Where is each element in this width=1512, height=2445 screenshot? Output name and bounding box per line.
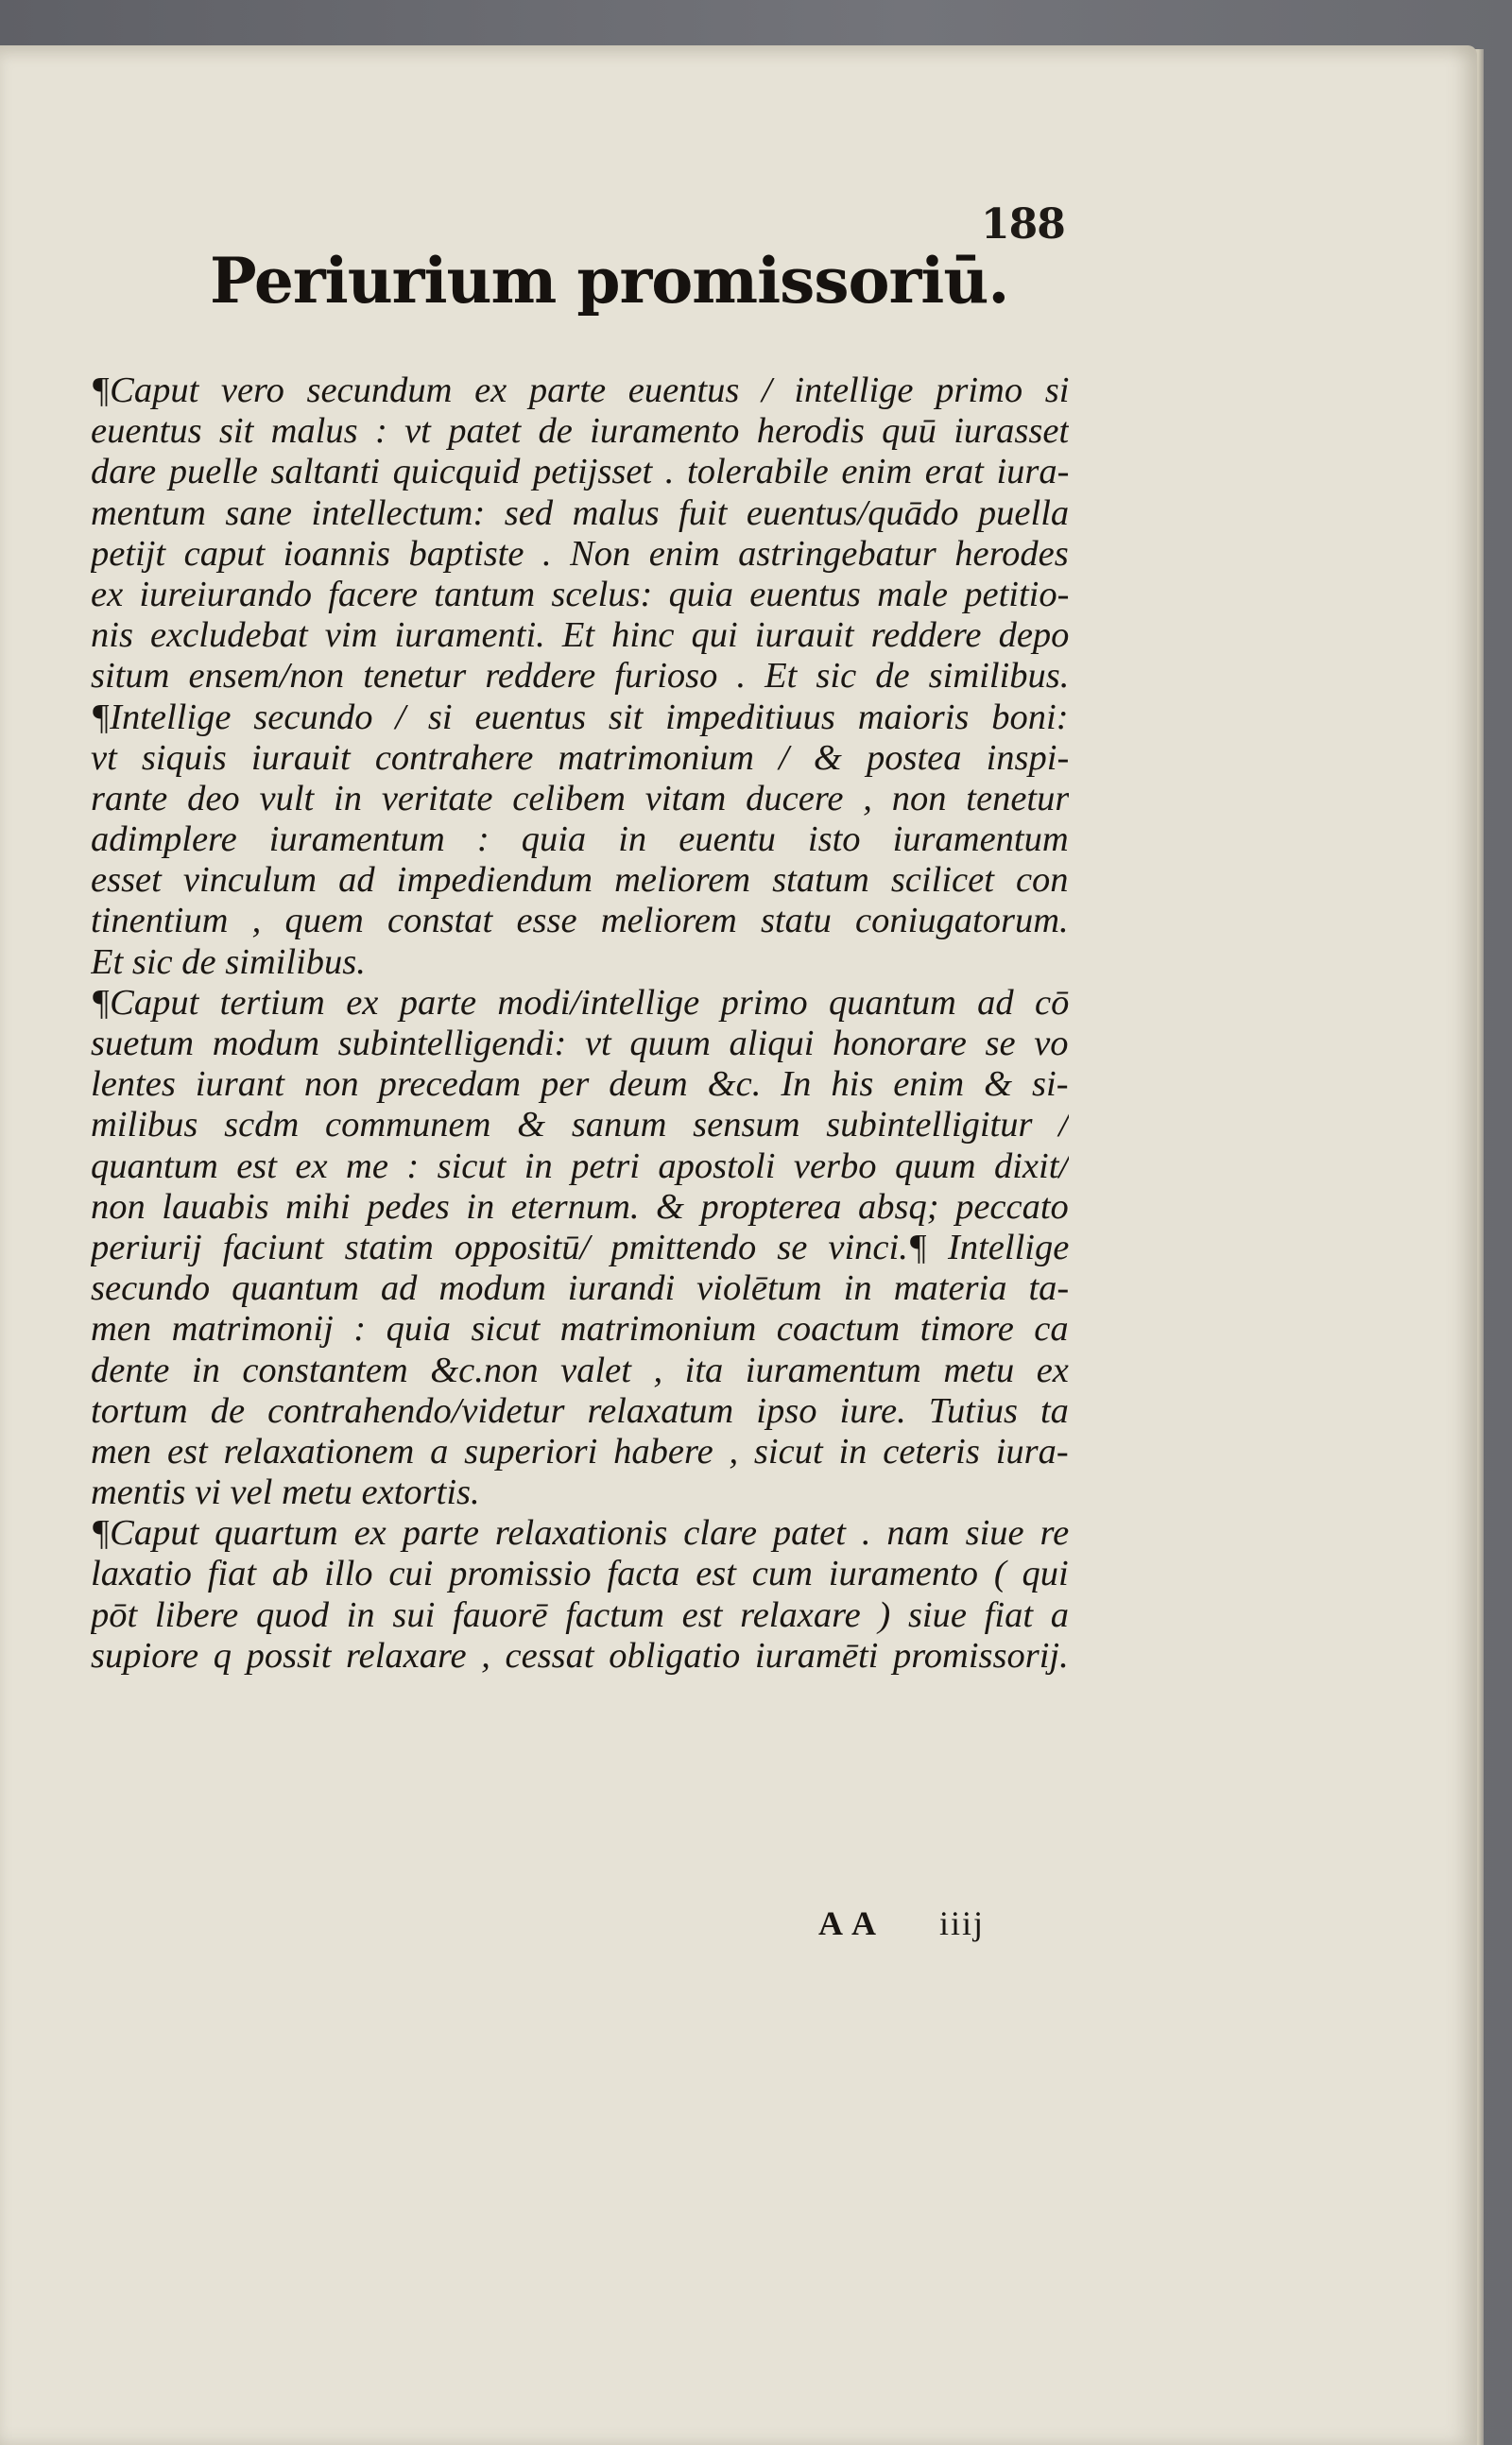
text-line: mentum sane intellectum: sed malus fuit euentus/quādo puella	[91, 492, 1069, 533]
signature-mark	[818, 1903, 985, 1943]
text-line: euentus sit malus : vt patet de iuramento herodis quū iurasset	[91, 411, 1069, 452]
text-line: tortum de contrahendo/videtur relaxatum ipso iure. Tutius ta	[91, 1390, 1069, 1431]
text-line: vt siquis iurauit contrahere matrimonium / & postea inspi-	[91, 737, 1069, 778]
text-line: nis excludebat vim iuramenti. Et hinc qui iurauit reddere depo	[91, 615, 1069, 656]
text-line: secundo quantum ad modum iurandi violētum in materia ta-	[91, 1268, 1069, 1309]
text-line: ¶Caput quartum ex parte relaxationis clare patet . nam siue re	[91, 1513, 1069, 1554]
running-head: Periurium promissoriū.	[210, 244, 1009, 318]
text-line: situm ensem/non tenetur reddere furioso . Et sic de similibus.	[91, 656, 1069, 697]
text-line: lentes iurant non precedam per deum &c. In his enim & si-	[91, 1064, 1069, 1105]
text-line: men matrimonij : quia sicut matrimonium coactum timore ca	[91, 1309, 1069, 1350]
text-line: suetum modum subintelligendi: vt quum aliqui honorare se vo	[91, 1024, 1069, 1063]
text-line: dente in constantem &c.non valet , ita iuramentum metu ex	[91, 1350, 1069, 1390]
body-text	[91, 370, 1069, 1677]
text-line: men est relaxationem a superiori habere , sicut in ceteris iura-	[91, 1431, 1069, 1472]
text-line: adimplere iuramentum : quia in euentu isto iuramentum	[91, 819, 1069, 860]
signature-letters: A A	[818, 1904, 879, 1942]
text-line: ex iureiurando facere tantum scelus: quia euentus male petitio-	[91, 574, 1069, 614]
text-line: milibus scdm communem & sanum sensum subintelligitur /	[91, 1105, 1069, 1145]
text-line: pōt libere quod in sui fauorē factum est relaxare ) siue fiat a	[91, 1594, 1069, 1635]
text-line: dare puelle saltanti quicquid petijsset . tolerabile enim erat iura-	[91, 452, 1069, 492]
text-line: laxatio fiat ab illo cui promissio facta est cum iuramento ( qui	[91, 1554, 1069, 1594]
text-line: ¶Intellige secundo / si euentus sit impeditiuus maioris boni:	[91, 697, 1069, 737]
text-line: rante deo vult in veritate celibem vitam ducere , non tenetur	[91, 778, 1069, 818]
text-line: ¶Caput vero secundum ex parte euentus / intellige primo si	[91, 370, 1069, 410]
folio-number: 188	[981, 200, 1065, 249]
text-line: quantum est ex me : sicut in petri apostoli verbo quum dixit/	[91, 1145, 1069, 1186]
text-line: mentis vi vel metu extortis.	[91, 1472, 480, 1513]
text-line: Et sic de similibus.	[91, 941, 366, 982]
text-line: esset vinculum ad impediendum meliorem statum scilicet con	[91, 860, 1069, 901]
text-line: tinentium , quem constat esse meliorem statu coniugatorum.	[91, 901, 1069, 941]
text-line: periurij faciunt statim oppositū/ pmittendo se vinci.¶ Intellige	[91, 1227, 1069, 1267]
text-line: petijt caput ioannis baptiste . Non enim astringebatur herodes	[91, 533, 1069, 574]
signature-number: iiij	[939, 1904, 986, 1942]
text-line: supiore q possit relaxare , cessat obligatio iuramēti promissorij.	[91, 1635, 1069, 1676]
text-line: non lauabis mihi pedes in eternum. & propterea absq; peccato	[91, 1186, 1069, 1227]
text-line: ¶Caput tertium ex parte modi/intellige primo quantum ad cō	[91, 982, 1069, 1023]
